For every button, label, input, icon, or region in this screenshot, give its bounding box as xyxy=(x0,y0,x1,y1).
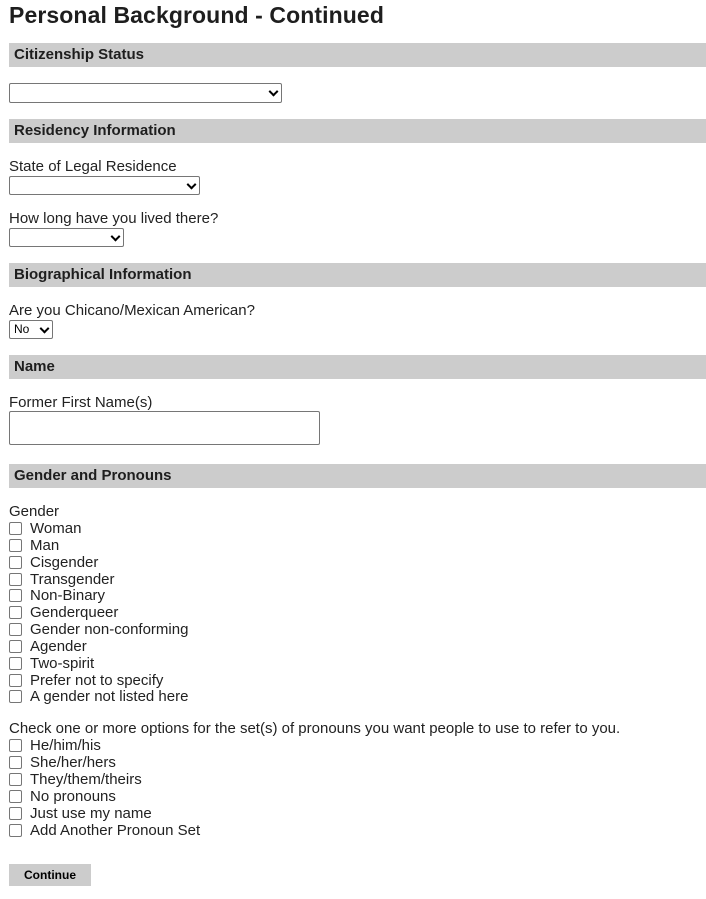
checkbox[interactable] xyxy=(9,657,22,670)
checkbox[interactable] xyxy=(9,756,22,769)
former-first-name-label: Former First Name(s) xyxy=(9,394,153,411)
gender-option-cisgender[interactable] xyxy=(9,554,98,571)
gender-option-label: Agender xyxy=(30,638,87,655)
residence-duration-select[interactable] xyxy=(9,228,124,247)
pronoun-option-just-use-my-name[interactable] xyxy=(9,805,152,822)
gender-label: Gender xyxy=(9,503,60,520)
citizenship-status-select[interactable] xyxy=(9,83,282,103)
state-of-residence-label: State of Legal Residence xyxy=(9,158,177,175)
gender-option-label: Non-Binary xyxy=(30,587,106,604)
pronoun-option-label: They/them/theirs xyxy=(30,771,142,788)
pronoun-option-label: No pronouns xyxy=(30,788,116,805)
chevron-down-icon xyxy=(111,231,121,241)
pronoun-option-label: Add Another Pronoun Set xyxy=(30,822,201,839)
section-name-heading: Name xyxy=(9,355,706,379)
checkbox[interactable] xyxy=(9,790,22,803)
checkbox[interactable] xyxy=(9,773,22,786)
chicano-select[interactable] xyxy=(9,320,53,339)
gender-option-label: Cisgender xyxy=(30,554,99,571)
gender-option-label: Gender non-conforming xyxy=(30,621,189,638)
checkbox[interactable] xyxy=(9,539,22,552)
section-gender-pronouns-heading: Gender and Pronouns xyxy=(9,464,706,488)
pronoun-option-label: He/him/his xyxy=(30,737,101,754)
gender-option-label: Two-spirit xyxy=(30,655,95,672)
checkbox[interactable] xyxy=(9,573,22,586)
gender-option-transgender[interactable] xyxy=(9,571,115,588)
checkbox[interactable] xyxy=(9,556,22,569)
former-first-name-input[interactable] xyxy=(9,411,320,445)
continue-button[interactable]: Continue xyxy=(9,864,91,886)
section-biographical-heading: Biographical Information xyxy=(9,263,706,287)
pronoun-option-label: Just use my name xyxy=(30,805,152,822)
checkbox[interactable] xyxy=(9,640,22,653)
gender-option-agender[interactable] xyxy=(9,638,87,655)
gender-option-label: Woman xyxy=(30,520,82,537)
gender-option-two-spirit[interactable] xyxy=(9,655,94,672)
checkbox[interactable] xyxy=(9,807,22,820)
pronoun-option-add-another[interactable] xyxy=(9,822,200,839)
gender-option-label: Prefer not to specify xyxy=(30,672,164,689)
gender-option-label: Genderqueer xyxy=(30,604,119,621)
pronoun-option-no-pronouns[interactable] xyxy=(9,788,116,805)
pronouns-instructions-label: Check one or more options for the set(s) of pronouns you want people to use to refer to you. xyxy=(9,720,621,737)
gender-option-non-binary[interactable] xyxy=(9,587,105,604)
gender-option-woman[interactable] xyxy=(9,520,81,537)
section-residency-heading: Residency Information xyxy=(9,119,706,143)
gender-option-man[interactable] xyxy=(9,537,59,554)
gender-option-not-listed[interactable] xyxy=(9,688,188,705)
checkbox[interactable] xyxy=(9,824,22,837)
checkbox[interactable] xyxy=(9,589,22,602)
section-citizenship-heading: Citizenship Status xyxy=(9,43,706,67)
chevron-down-icon xyxy=(269,87,279,97)
checkbox[interactable] xyxy=(9,674,22,687)
checkbox[interactable] xyxy=(9,623,22,636)
gender-option-prefer-not-to-specify[interactable] xyxy=(9,672,163,689)
checkbox[interactable] xyxy=(9,606,22,619)
state-of-residence-select[interactable] xyxy=(9,176,200,195)
pronoun-option-he-him-his[interactable] xyxy=(9,737,101,754)
chicano-question-label: Are you Chicano/Mexican American? xyxy=(9,302,255,319)
gender-option-label: A gender not listed here xyxy=(30,688,189,705)
gender-option-label: Man xyxy=(30,537,60,554)
pronoun-option-label: She/her/hers xyxy=(30,754,116,771)
chevron-down-icon xyxy=(187,179,197,189)
gender-option-label: Transgender xyxy=(30,571,115,588)
checkbox[interactable] xyxy=(9,739,22,752)
gender-option-gender-non-conforming[interactable] xyxy=(9,621,188,638)
residence-duration-label: How long have you lived there? xyxy=(9,210,219,227)
page-title: Personal Background - Continued xyxy=(9,2,384,28)
chevron-down-icon xyxy=(40,323,50,333)
checkbox[interactable] xyxy=(9,690,22,703)
checkbox[interactable] xyxy=(9,522,22,535)
gender-option-genderqueer[interactable] xyxy=(9,604,118,621)
pronoun-option-they-them-theirs[interactable] xyxy=(9,771,142,788)
chicano-select-value: No xyxy=(14,322,30,336)
pronoun-option-she-her-hers[interactable] xyxy=(9,754,116,771)
